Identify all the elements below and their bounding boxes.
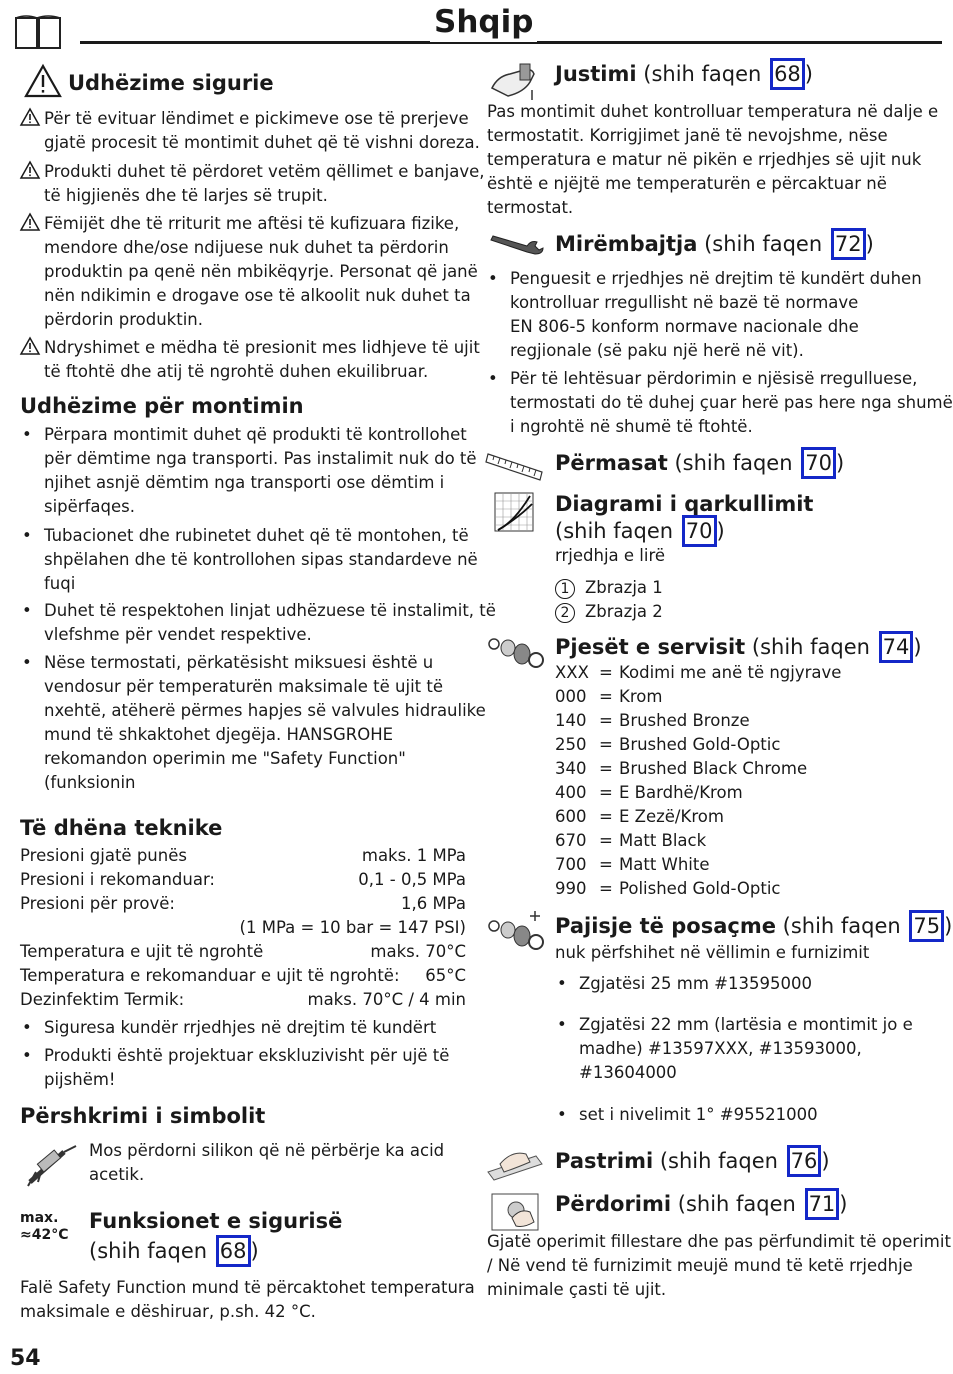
list-line: vendosur për temperaturën maksimale të ujit të xyxy=(44,677,444,696)
wrench-icon xyxy=(487,232,547,266)
tech-label: Presioni gjatë punës xyxy=(20,846,187,865)
section-title: Pastrimi xyxy=(555,1149,654,1173)
code-name: Kodimi me anë të ngjyrave xyxy=(619,663,842,682)
eq: = xyxy=(599,735,613,754)
section-title: Pjesët e servisit xyxy=(555,635,746,659)
list-line: kontrolluar rregullisht në bazë të normave xyxy=(510,293,859,312)
warning-line: të higjienës dhe të larjes së trupit. xyxy=(44,186,328,205)
warning-triangle-icon xyxy=(24,64,62,102)
pastrimi-heading xyxy=(555,1145,830,1177)
code-row xyxy=(555,709,841,733)
diagrami-sub: rrjedhja e lirë xyxy=(555,546,666,565)
ref-text: (shih faqen xyxy=(677,1192,796,1216)
list-line: nxehtë, atëherë përmes hapjes së valvules hidraulike xyxy=(44,701,486,720)
ruler-icon xyxy=(486,450,544,488)
tech-value: 65°C xyxy=(425,966,466,985)
page-link[interactable]: 68 xyxy=(216,1235,251,1267)
diagrami-item xyxy=(555,576,663,600)
hand-adjust-icon xyxy=(488,58,544,106)
ref-close: ) xyxy=(250,1239,259,1263)
ref-close: ) xyxy=(913,635,922,659)
safety-function-ref xyxy=(89,1235,259,1267)
safety-warning xyxy=(20,107,480,155)
eq: = xyxy=(599,783,613,802)
list-item xyxy=(510,267,922,363)
list-line: shpëlahen dhe të kontrollohen sipas standardeve në xyxy=(44,550,478,569)
list-line: regjionale (së paku një herë në vit). xyxy=(510,341,804,360)
warning-line: nën ndikimin e drogave ose të alkoolit nuk duhet ta xyxy=(44,286,471,305)
symbol-heading: Përshkrimi i simbolit xyxy=(20,1104,266,1128)
text-line: minimale çasti të ujit. xyxy=(487,1280,667,1299)
eq: = xyxy=(599,687,613,706)
code-name: Matt White xyxy=(619,855,710,874)
diagrami-heading xyxy=(555,491,813,517)
code: 600 xyxy=(555,807,587,826)
list-line: vlefshme për vendet respektive. xyxy=(44,625,312,644)
list-line: • Nëse termostati, përkatësisht miksuesi është u xyxy=(44,653,434,672)
ref-close: ) xyxy=(865,232,874,256)
pajisje-heading xyxy=(555,910,952,942)
code-row xyxy=(555,685,841,709)
code-row xyxy=(555,661,841,685)
tech-value: (1 MPa = 10 bar = 147 PSI) xyxy=(239,918,466,937)
list-item xyxy=(579,972,812,996)
item-label: Zbrazja 2 xyxy=(585,602,663,621)
list-item xyxy=(44,1016,436,1040)
code: 140 xyxy=(555,711,587,730)
perdorimi-text xyxy=(487,1230,951,1302)
tech-value: 0,1 - 0,5 MPa xyxy=(358,870,466,889)
service-parts-icon xyxy=(486,632,544,676)
ref-text: (shih faqen xyxy=(704,232,823,256)
mounting-heading: Udhëzime për montimin xyxy=(20,394,304,418)
list-line: • Përpara montimit duhet që produkti të kontrollohet xyxy=(44,425,467,444)
list-line: • Produkti është projektuar ekskluzivisht për ujë të xyxy=(44,1046,450,1065)
list-item xyxy=(44,1044,449,1092)
code: 400 xyxy=(555,783,587,802)
warning-line: Produkti duhet të përdoret vetëm qëllimet e banjave, xyxy=(44,162,485,181)
ref-text: (shih faqen xyxy=(782,914,901,938)
text-line: temperatura e matur në pikën e rrjedhjes së ujit nuk xyxy=(487,150,922,169)
warning-triangle-icon xyxy=(20,108,40,133)
warning-line: mendore dhe/ose ndijuese nuk duhet ta përdorin xyxy=(44,238,449,257)
ref-text: (shih faqen xyxy=(555,519,674,543)
text-line: termostatit. Korrigjimet janë të nevojshme, nëse xyxy=(487,126,888,145)
code-name: E Bardhë/Krom xyxy=(619,783,743,802)
permasat-heading xyxy=(555,447,844,479)
section-title: Mirëmbajtja xyxy=(555,232,698,256)
safety-warning xyxy=(20,212,478,332)
item-label: Zbrazja 1 xyxy=(585,578,663,597)
list-item xyxy=(44,423,477,519)
technical-heading: Të dhëna teknike xyxy=(20,816,223,840)
warning-line: Fëmijët dhe të rriturit me aftësi të kufizuara fizike, xyxy=(44,214,460,233)
list-line: • Tubacionet dhe rubinetet duhet që të montohen, të xyxy=(44,526,469,545)
accessories-plus-icon xyxy=(486,910,544,956)
hand-operation-icon xyxy=(490,1188,542,1236)
text-line: Falë Safety Function mund të përcaktohet temperatura xyxy=(20,1278,475,1297)
code: 700 xyxy=(555,855,587,874)
list-item xyxy=(579,1103,818,1127)
page-link[interactable]: 76 xyxy=(787,1145,822,1177)
list-item xyxy=(510,367,953,439)
list-line: i ngrohtë në shumë të ftohtë. xyxy=(510,417,753,436)
page-link[interactable]: 71 xyxy=(805,1188,840,1220)
ref-close: ) xyxy=(821,1149,830,1173)
section-title: Justimi xyxy=(555,62,637,86)
page-title: Shqip xyxy=(430,2,537,42)
color-codes xyxy=(555,661,841,901)
list-line: • Siguresa kundër rrjedhjes në drejtim të kundërt xyxy=(44,1018,437,1037)
list-line: madhe) #13597XXX, #13593000, xyxy=(579,1039,862,1058)
pjeset-heading xyxy=(555,631,922,663)
code: 990 xyxy=(555,879,587,898)
mirembajtja-heading xyxy=(555,228,874,260)
list-item xyxy=(44,599,496,647)
tech-label: Dezinfektim Termik: xyxy=(20,990,185,1009)
list-line: fuqi xyxy=(44,574,76,593)
safety-warning xyxy=(20,336,480,384)
justimi-heading xyxy=(555,58,813,90)
code-name: Brushed Bronze xyxy=(619,711,750,730)
ref-text: (shih faqen xyxy=(89,1239,208,1263)
warning-triangle-icon xyxy=(20,161,40,186)
list-line: • Penguesit e rrjedhjes në drejtim të kundërt duhen xyxy=(510,269,922,288)
technical-table xyxy=(20,844,466,1014)
code-name: Brushed Gold-Optic xyxy=(619,735,781,754)
text-line: Gjatë operimit fillestare dhe pas përfundimit të operimit xyxy=(487,1232,951,1251)
list-line: EN 806-5 konform normave nacionale dhe xyxy=(510,317,859,336)
tech-label: Temperatura e ujit të ngrohtë xyxy=(20,942,264,961)
eq: = xyxy=(599,663,613,682)
list-line: • Zgjatësi 22 mm (lartësia e montimit jo e xyxy=(579,1015,913,1034)
list-line: rekomandon operimin me "Safety Function" xyxy=(44,749,406,768)
ref-close: ) xyxy=(839,1192,848,1216)
code: 340 xyxy=(555,759,587,778)
eq: = xyxy=(599,879,613,898)
open-book-icon xyxy=(14,12,62,52)
list-item xyxy=(44,524,478,596)
text-line: Pas montimit duhet kontrolluar temperatura në dalje e xyxy=(487,102,939,121)
number-badge: 1 xyxy=(555,579,575,599)
code-name: Matt Black xyxy=(619,831,707,850)
flow-chart-icon xyxy=(494,492,534,536)
tech-label: Temperatura e rekomanduar e ujit të ngrohtë: xyxy=(20,966,400,985)
warning-line: Për të evituar lëndimet e pickimeve ose të prerjeve xyxy=(44,109,469,128)
symbol-line: acetik. xyxy=(89,1165,145,1184)
tech-label: Presioni për provë: xyxy=(20,894,175,913)
ref-text: (shih faqen xyxy=(643,62,762,86)
safety-function-heading: Funksionet e sigurisë xyxy=(89,1209,343,1233)
page-link[interactable]: 68 xyxy=(770,58,805,90)
safety-warning xyxy=(20,160,485,208)
max-temp-icon xyxy=(20,1210,69,1244)
ref-close: ) xyxy=(835,451,845,475)
ref-close: ) xyxy=(716,519,725,543)
eq: = xyxy=(599,711,613,730)
silicone-gun-icon xyxy=(24,1142,80,1192)
safety-heading: Udhëzime sigurie xyxy=(68,71,274,95)
section-title: Diagrami i qarkullimit xyxy=(555,492,814,516)
text-line: / Në vend të furnizimit meujë mund të ketë rrjedhje xyxy=(487,1256,913,1275)
tech-value: maks. 1 MPa xyxy=(361,846,466,865)
code-row xyxy=(555,733,841,757)
list-line: pijshëm! xyxy=(44,1070,116,1089)
warning-line: Ndryshimet e mëdha të presionit mes lidhjeve të ujit xyxy=(44,338,480,357)
code-row xyxy=(555,829,841,853)
list-line: • Për të lehtësuar përdorimin e njësisë rregulluese, xyxy=(510,369,918,388)
page-link[interactable]: 75 xyxy=(909,910,944,942)
list-item xyxy=(44,651,486,795)
number-badge: 2 xyxy=(555,603,575,623)
symbol-text xyxy=(89,1139,444,1187)
eq: = xyxy=(599,759,613,778)
eq: = xyxy=(599,807,613,826)
code-name: Brushed Black Chrome xyxy=(619,759,808,778)
symbol-line: Mos përdorni silikon që në përbërje ka acid xyxy=(89,1141,445,1160)
tech-value: maks. 70°C / 4 min xyxy=(307,990,466,1009)
text-line: termostat. xyxy=(487,198,574,217)
warning-line: përdorin produktin. xyxy=(44,310,203,329)
max-temp-label: max. xyxy=(20,1210,59,1226)
code: 670 xyxy=(555,831,587,850)
diagrami-item xyxy=(555,600,663,624)
section-title: Përdorimi xyxy=(555,1192,672,1216)
code-name: Krom xyxy=(619,687,663,706)
code-row xyxy=(555,805,841,829)
page-link[interactable]: 74 xyxy=(879,631,914,663)
warning-triangle-icon xyxy=(20,213,40,238)
warning-line: produktin pa qenë nën mbikëqyrje. Personat që janë xyxy=(44,262,478,281)
list-line: • set i nivelimit 1° #95521000 xyxy=(579,1105,818,1124)
page-number: 54 xyxy=(10,1346,41,1371)
justimi-text xyxy=(487,100,938,220)
code: 000 xyxy=(555,687,587,706)
list-line: • Duhet të respektohen linjat udhëzuese të instalimit, të xyxy=(44,601,496,620)
list-line: termostati do të duhej çuar herë pas here nga shumë xyxy=(510,393,953,412)
cleaning-cloth-icon xyxy=(486,1146,544,1186)
ref-text: (shih faqen xyxy=(751,635,870,659)
diagrami-ref xyxy=(555,515,725,547)
ref-text: (shih faqen xyxy=(659,1149,778,1173)
code-row xyxy=(555,757,841,781)
code-row xyxy=(555,877,841,901)
eq: = xyxy=(599,831,613,850)
code-name: E Zezë/Krom xyxy=(619,807,724,826)
page-link[interactable]: 70 xyxy=(801,447,836,479)
list-line: mund të shkaktohet djegëja. HANSGROHE xyxy=(44,725,394,744)
eq: = xyxy=(599,855,613,874)
code-row xyxy=(555,781,841,805)
page-link[interactable]: 72 xyxy=(831,228,866,260)
list-line: sipërfaqes. xyxy=(44,497,135,516)
ref-text: (shih faqen xyxy=(674,451,793,475)
tech-value: 1,6 MPa xyxy=(400,894,466,913)
ref-close: ) xyxy=(944,914,953,938)
list-line: (funksionin xyxy=(44,773,136,792)
list-line: për dëmtime nga transporti. Pas instalimit nuk do të xyxy=(44,449,477,468)
tech-value: maks. 70°C xyxy=(370,942,466,961)
perdorimi-heading xyxy=(555,1188,848,1220)
page-link[interactable]: 70 xyxy=(682,515,717,547)
safety-function-text xyxy=(20,1276,475,1324)
list-item xyxy=(579,1013,913,1085)
tech-label: Presioni i rekomanduar: xyxy=(20,870,215,889)
pajisje-sub: nuk përfshihet në vëllimin e furnizimit xyxy=(555,943,870,962)
list-line: #13604000 xyxy=(579,1063,677,1082)
code-name: Polished Gold-Optic xyxy=(619,879,781,898)
list-line: • Zgjatësi 25 mm #13595000 xyxy=(579,974,812,993)
ref-close: ) xyxy=(804,62,813,86)
list-line: njihet asnjë dëmtim nga transporti ose dëmtim i xyxy=(44,473,445,492)
text-line: maksimale e dëshiruar, p.sh. 42 °C. xyxy=(20,1302,316,1321)
code: XXX xyxy=(555,663,589,682)
section-title: Përmasat xyxy=(555,451,668,475)
warning-triangle-icon xyxy=(20,337,40,362)
code-row xyxy=(555,853,841,877)
warning-line: gjatë procesit të montimit duhet që të vishni doreza. xyxy=(44,133,480,152)
text-line: është e njëjtë me temperaturën e përcaktuar në xyxy=(487,174,887,193)
max-temp-value: ≈42°C xyxy=(20,1227,69,1243)
section-title: Pajisje të posaçme xyxy=(555,914,776,938)
code: 250 xyxy=(555,735,587,754)
warning-line: të ftohtë dhe atij të ngrohtë duhen ekuilibruar. xyxy=(44,362,429,381)
